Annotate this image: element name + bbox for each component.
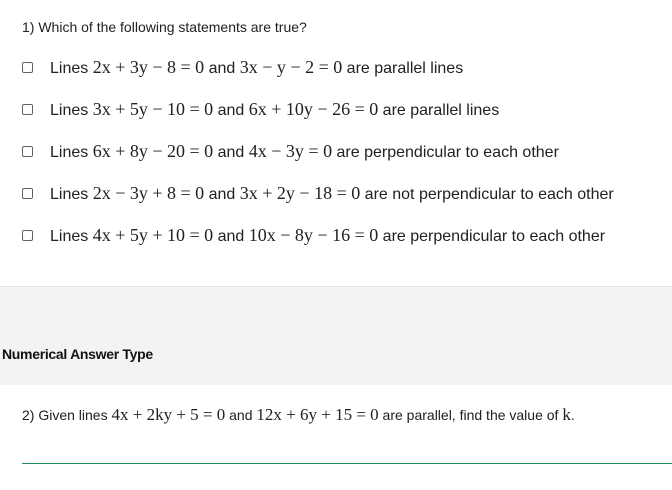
option-1-text: Lines 2x + 3y − 8 = 0 and 3x − y − 2 = 0 are parallel lines: [50, 56, 464, 77]
option-5[interactable]: [22, 224, 605, 246]
section-title: Numerical Answer Type: [2, 346, 153, 362]
option-3[interactable]: [22, 140, 559, 162]
option-5-text: Lines 4x + 5y + 10 = 0 and 10x − 8y − 16 = 0 are perpendicular to each other: [50, 224, 606, 245]
checkbox-icon[interactable]: [22, 146, 33, 157]
checkbox-icon[interactable]: [22, 104, 33, 115]
option-1[interactable]: [22, 56, 463, 78]
option-3-text: Lines 6x + 8y − 20 = 0 and 4x − 3y = 0 are perpendicular to each other: [50, 140, 559, 161]
option-4-text: Lines 2x − 3y + 8 = 0 and 3x + 2y − 18 = 0 are not perpendicular to each other: [50, 182, 614, 203]
question-2-card: [0, 385, 672, 490]
question-1-title: 1) Which of the following statements are true?: [22, 19, 307, 35]
question-2-text: 2) Given lines 4x + 2ky + 5 = 0 and 12x + 6y + 15 = 0 are parallel, find the value of k.: [22, 405, 575, 424]
checkbox-icon[interactable]: [22, 230, 33, 241]
section-gap: [0, 287, 672, 335]
option-2[interactable]: [22, 98, 499, 120]
option-4[interactable]: [22, 182, 614, 204]
option-2-text: Lines 3x + 5y − 10 = 0 and 6x + 10y − 26 = 0 are parallel lines: [50, 98, 500, 119]
checkbox-icon[interactable]: [22, 188, 33, 199]
answer-input[interactable]: [22, 463, 672, 464]
checkbox-icon[interactable]: [22, 62, 33, 73]
